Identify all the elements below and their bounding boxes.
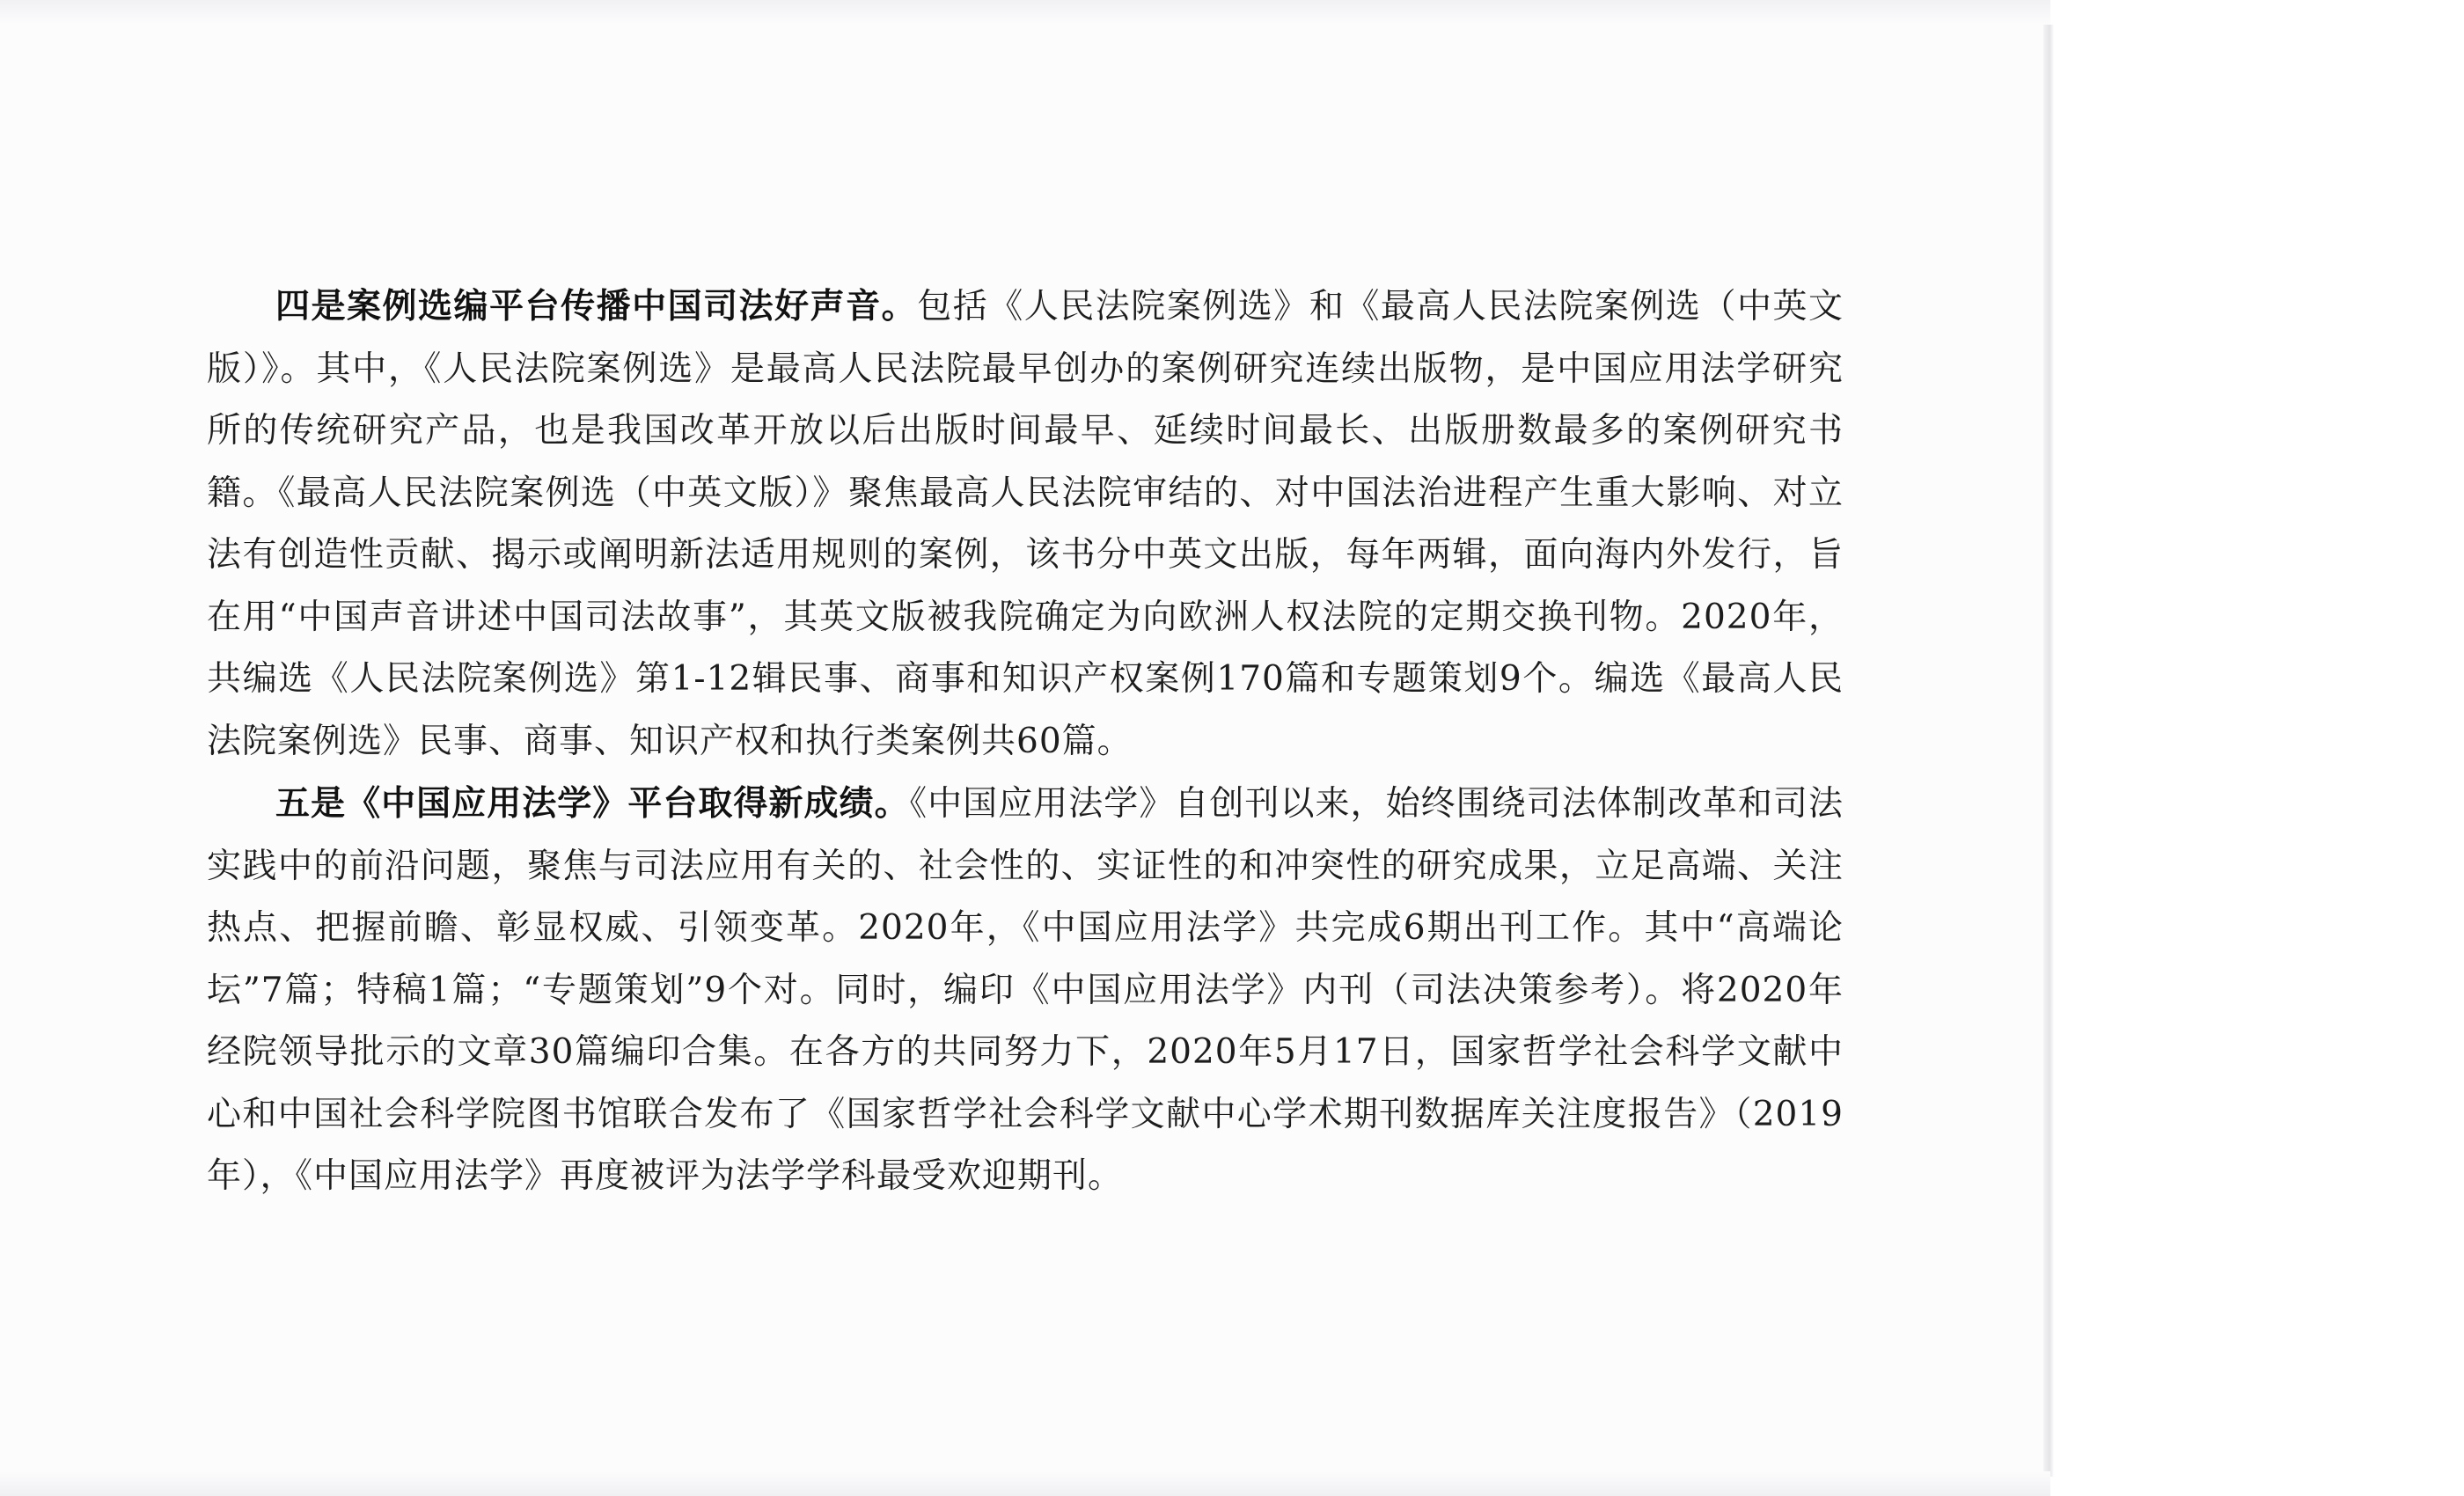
paragraph-lead: 五是《中国应用法学》平台取得新成绩。 — [275, 783, 910, 824]
paragraph-lead: 四是案例选编平台传播中国司法好声音。 — [275, 286, 918, 326]
paragraph-case-selection — [207, 275, 1844, 773]
paragraph-text: 包括《人民法院案例选》和《最高人民法院案例选（中英文版）》。其中，《人民法院案例选》是最高人民法院最早创办的案例研究连续出版物，是中国应用法学研究所的传统研究产品，也是我国改革开放以后出版时间最早、延续时间最长、出版册数最多的案例研究书籍。《最高人民法院案例选（中英文版）》聚焦最高人民法院审结的、对中国法治进程产生重大影响、对立法有创造性贡献、揭示或阐明新法适用规则的案例，该书分中英文出版，每年两辑，面向海内外发行，旨在用“中国声音讲述中国司法故事”，其英文版被我院确定为向欧洲人权法院的定期交换刊物。2020年，共编选《人民法院案例选》第1-12辑民事、商事和知识产权案例170篇和专题策划9个。编选《最高人民法院案例选》民事、商事、知识产权和执行类案例共60篇。 — [207, 287, 1844, 761]
page-bottom-edge — [0, 1471, 2050, 1496]
paragraph-text: 《中国应用法学》自创刊以来，始终围绕司法体制改革和司法实践中的前沿问题，聚焦与司法应用有关的、社会性的、实证性的和冲突性的研究成果，立足高端、关注热点、把握前瞻、彰显权威、引领变革。2020年，《中国应用法学》共完成6期出刊工作。其中“高端论坛”7篇；特稿1篇；“专题策划”9个对。同时，编印《中国应用法学》内刊（司法决策参考）。将2020年经院领导批示的文章30篇编印合集。在各方的共同努力下，2020年5月17日，国家哲学社会科学文献中心和中国社会科学院图书馆联合发布了《国家哲学社会科学文献中心学术期刊数据库关注度报告》（2019年），《中国应用法学》再度被评为法学学科最受欢迎期刊。 — [207, 784, 1844, 1196]
document-body — [207, 275, 1844, 1208]
page-top-edge — [0, 0, 2050, 25]
page-right-edge — [2043, 25, 2054, 1477]
paragraph-applied-law-journal — [207, 773, 1844, 1208]
